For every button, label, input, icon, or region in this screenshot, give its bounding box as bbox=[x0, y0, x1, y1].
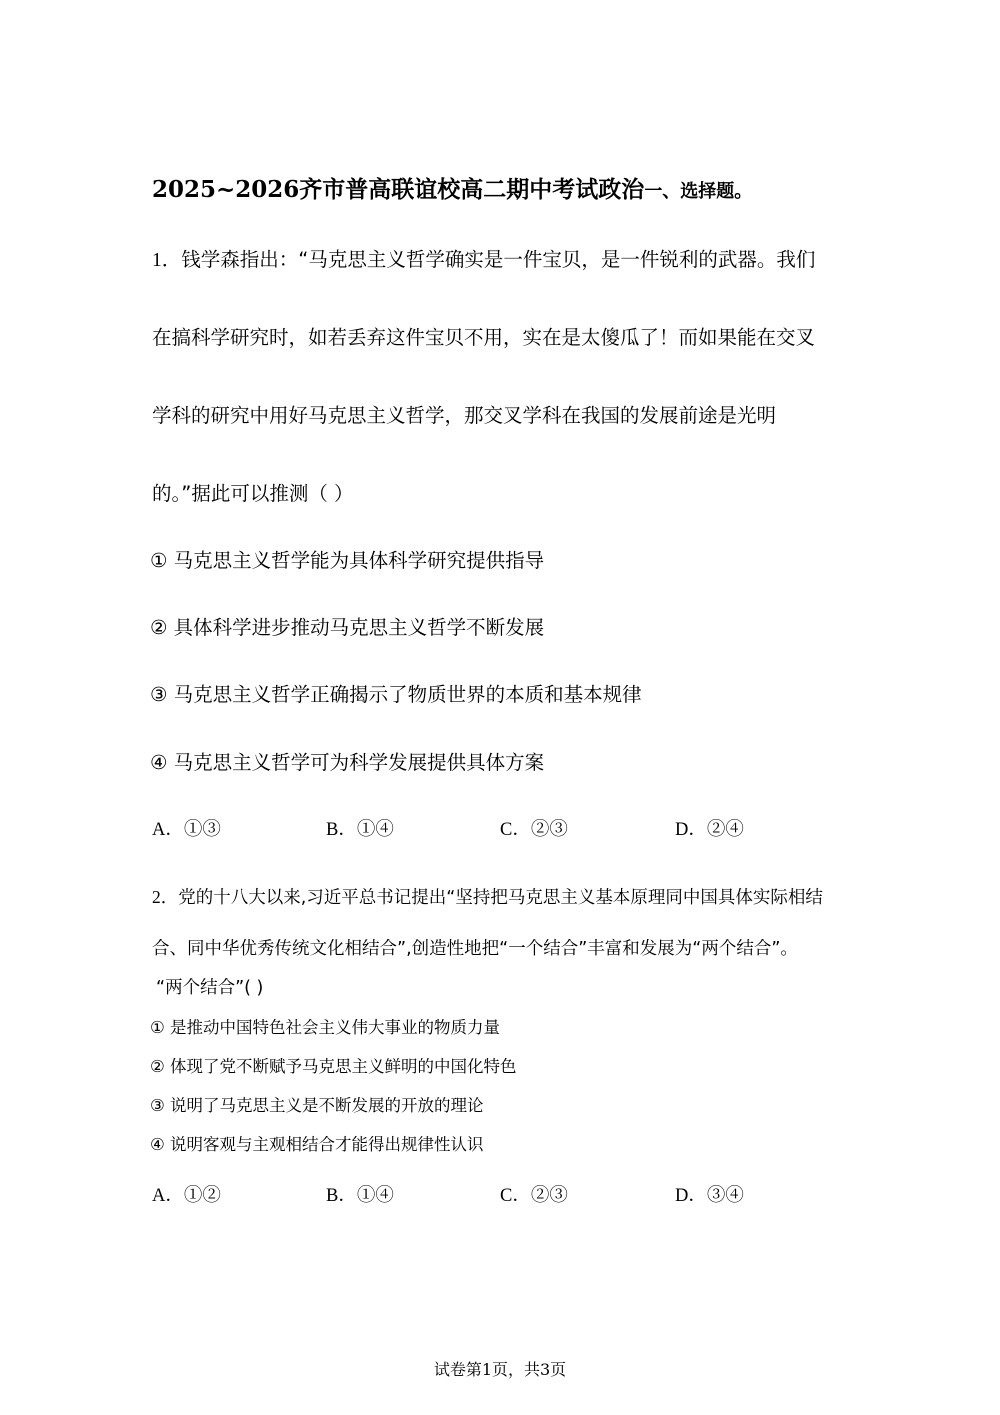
question-2-option-a[interactable]: A．①② bbox=[152, 1186, 221, 1206]
question-1-statement-1: ① 马克思主义哲学能为具体科学研究提供指导 bbox=[150, 549, 545, 572]
question-2-stem-text: 党的十八大以来,习近平总书记提出“坚持把马克思主义基本原理同中国具体实际相结 bbox=[178, 888, 823, 908]
question-1-option-d[interactable]: D．②④ bbox=[675, 820, 744, 840]
question-1-statement-2: ② 具体科学进步推动马克思主义哲学不断发展 bbox=[150, 616, 545, 639]
exam-title-text: 2025~2026齐市普高联谊校高二期中考试政治 bbox=[152, 176, 645, 203]
question-2-statement-2: ② 体现了党不断赋予马克思主义鲜明的中国化特色 bbox=[150, 1057, 517, 1076]
exam-title bbox=[152, 171, 752, 204]
question-1-stem-line-1 bbox=[152, 244, 815, 272]
question-2-statement-3: ③ 说明了马克思主义是不断发展的开放的理论 bbox=[150, 1096, 484, 1115]
question-2-number: 2． bbox=[152, 887, 179, 907]
question-2-statement-1: ① 是推动中国特色社会主义伟大事业的物质力量 bbox=[150, 1018, 501, 1037]
question-1-option-a[interactable]: A．①③ bbox=[152, 820, 221, 840]
question-1-option-b[interactable]: B．①④ bbox=[326, 820, 394, 840]
question-1-option-c[interactable]: C．②③ bbox=[500, 820, 568, 840]
question-2-statement-4: ④ 说明客观与主观相结合才能得出规律性认识 bbox=[150, 1135, 484, 1154]
section-heading: 一、选择题。 bbox=[644, 181, 753, 202]
question-2-option-c[interactable]: C．②③ bbox=[500, 1186, 568, 1206]
question-2-stem-line-2: 合、同中华优秀传统文化相结合”,创造性地把“一个结合”丰富和发展为“两个结合”。 bbox=[152, 939, 798, 959]
question-1-stem-line-3: 学科的研究中用好马克思主义哲学，那交叉学科在我国的发展前途是光明 bbox=[152, 404, 777, 427]
page-footer: 试卷第1页，共3页 bbox=[433, 1360, 567, 1379]
question-1-statement-3: ③ 马克思主义哲学正确揭示了物质世界的本质和基本规律 bbox=[150, 683, 642, 706]
question-2-option-d[interactable]: D．③④ bbox=[675, 1186, 744, 1206]
question-1-stem-line-2: 在搞科学研究时，如若丢弃这件宝贝不用，实在是太傻瓜了！而如果能在交叉 bbox=[152, 326, 816, 349]
question-2-option-b[interactable]: B．①④ bbox=[326, 1186, 394, 1206]
question-2-stem-line-3: “两个结合”( ) bbox=[156, 978, 264, 998]
question-1-stem-text: 钱学森指出：“马克思主义哲学确实是一件宝贝，是一件锐利的武器。我们 bbox=[181, 248, 816, 271]
question-2-stem-line-1 bbox=[152, 884, 823, 909]
question-1-stem-line-4: 的。”据此可以推测（ ） bbox=[152, 482, 354, 505]
question-1-number: 1． bbox=[152, 250, 182, 271]
question-1-statement-4: ④ 马克思主义哲学可为科学发展提供具体方案 bbox=[150, 751, 545, 774]
